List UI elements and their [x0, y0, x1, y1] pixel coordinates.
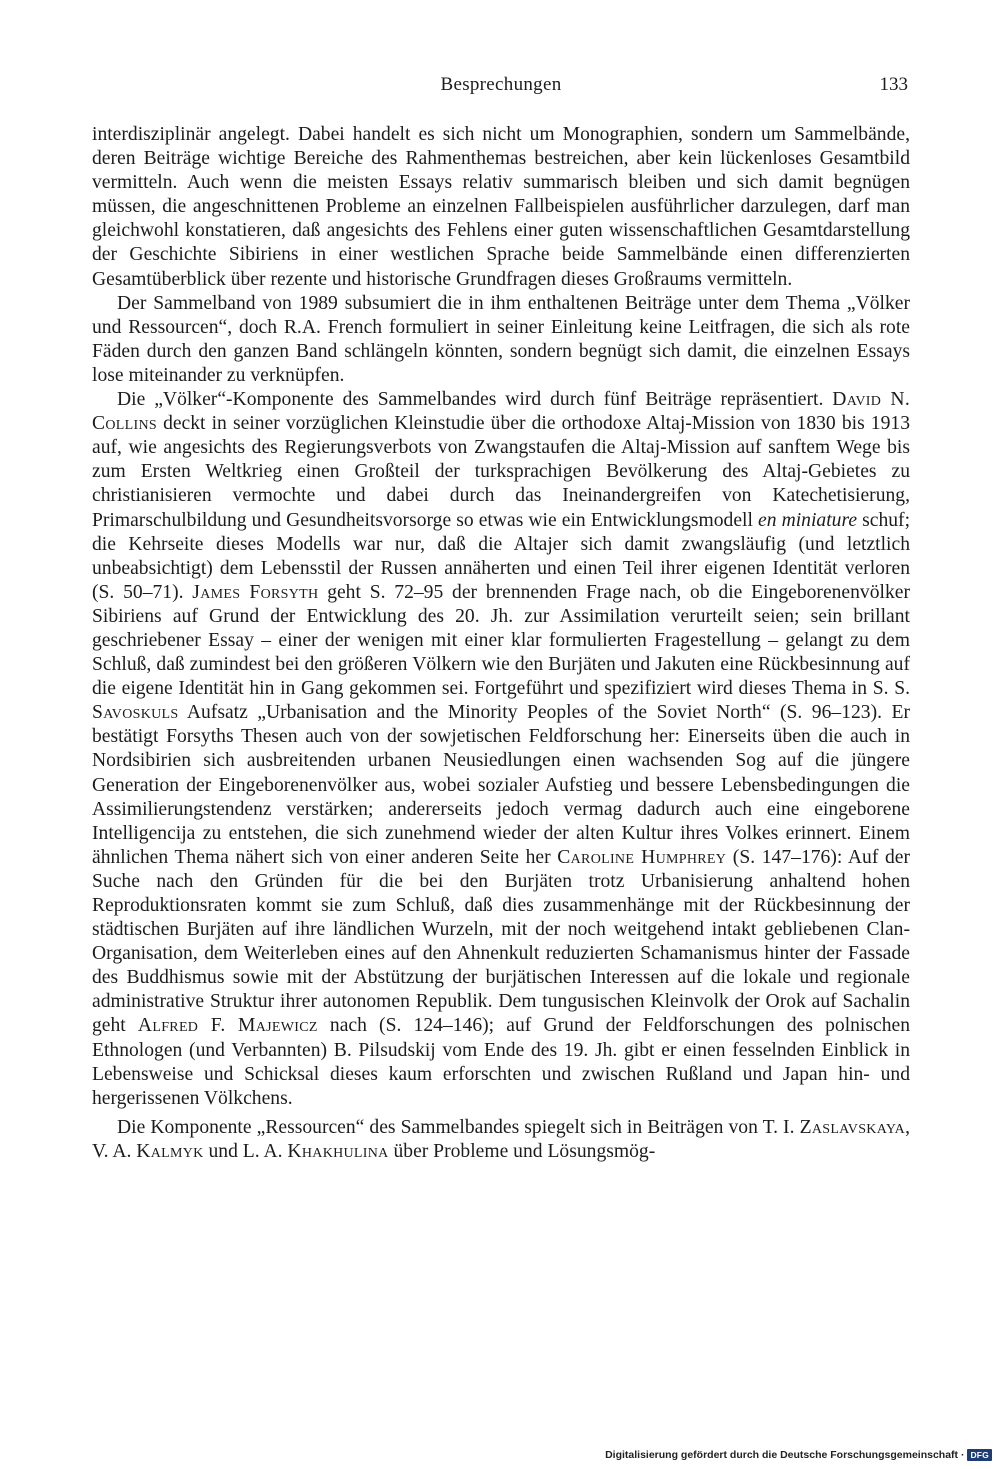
paragraph-text: , V. A. — [92, 1116, 910, 1162]
paragraph-text: Aufsatz „Urbanisation and the Minority Peoples of the Soviet North“ (S. 96–123). Er bestätigt Forsyths Thesen auch von der sowjetischen Feldforschung her: Einerseits üben die auch in Nordsibirien sich ausbreitenden urbanen Neusiedlungen einen wachsenden Sog auf die jüngere Generation der Eingeborenenvölker aus, wobei sozialer Aufstieg und bessere Lebensbedingungen die Assimilierungstendenz verstärken; andererseits jedoch vermag dadurch auch eine eingeborene Intelligencija zu entstehen, die sich zunehmend wieder der alten Kultur ihres Volkes erinnert. Einem ähnlichen Thema nähert sich von einer anderen Seite her — [92, 702, 910, 868]
paragraph-text: (S. 147–176): Auf der Suche nach den Gründen für die bei den Burjäten trotz Urbanisierung anhaltend hohen Reproduktionsraten kommt sie zum Schluß, daß dies zusammenhänge mit der Rückbesinnung der städtischen Burjäten auf ihre ländlichen Wurzeln, mit der noch weitgehend intakt gebliebenen Clan-Organisation, dem Weiterleben eines auf den Ahnenkult reduzierten Schamanismus hinter der Fassade des Buddhismus sowie mit der Abstützung der burjätischen Interessen auf die lokale und regionale administrative Struktur ihrer autonomen Republik. Dem tungusischen Kleinvolk der Orok auf Sachalin geht — [92, 846, 911, 1037]
paragraph-text: und L. A. — [208, 1140, 283, 1162]
author-name: James Forsyth — [192, 581, 319, 603]
author-name: Zaslavskaya — [799, 1116, 906, 1138]
paragraph-text: geht S. 72–95 der brennenden Frage nach, ob die Eingeborenenvölker Sibiriens auf Grund der Entwicklung des 20. Jh. zur Assimilation verurteilt seien; sein brillant geschriebener Essay – einer der wenigen mit einer klar formulierten Fragestellung – gelangt zu dem Schluß, daß zumindest bei den größeren Völkern wie den Burjäten und Jakuten eine Rückbesinnung auf die eigene Identität hin in Gang gekommen sei. Fortgeführt und spezifiziert wird dieses Thema in S. S. — [92, 581, 910, 700]
paragraph-text: Die „Völker“-Komponente des Sammelbandes wird durch fünf Beiträge repräsentiert. — [117, 389, 824, 411]
paragraph-text: schuf; die Kehrseite dieses Modells war nur, daß die Altajer sich damit zwangsläufig (und letztlich unbeabsichtigt) dem Lebensstil der Russen annäherten und einen Teil ihrer eigenen Identität verloren (S. 50–71). — [92, 509, 911, 603]
paragraph-1 — [92, 123, 910, 292]
paragraph-text: über Probleme und Lösungsmög- — [393, 1140, 656, 1162]
body-text — [92, 123, 910, 1164]
paragraph-3 — [92, 388, 910, 1111]
paragraph-4 — [92, 1116, 910, 1164]
paragraph-text: Der Sammelband von 1989 subsumiert die in ihm enthaltenen Beiträge unter dem Thema „Völker und Ressourcen“, doch R.A. French formuliert in seiner Einleitung keine Leitfragen, die sich als rote Fäden durch den ganzen Band schlängeln könnten, sondern begnügt sich damit, die einzelnen Essays lose miteinander zu verknüpfen. — [92, 292, 910, 386]
author-name: Caroline Humphrey — [557, 846, 727, 868]
running-title: Besprechungen — [440, 74, 562, 95]
digitization-footer — [605, 1449, 992, 1461]
author-name: Savoskuls — [92, 702, 179, 724]
author-name: Kalmyk — [136, 1140, 204, 1162]
author-name: Alfred F. Majewicz — [137, 1015, 318, 1037]
paragraph-text: deckt in seiner vorzüglichen Kleinstudie über die orthodoxe Altaj-Mission von 1830 bis 1913 auf, wie angesichts des Regierungsverbots von Zwangstaufen die Altaj-Mission auf sanftem Wege bis zum Ersten Weltkrieg einen Großteil der turksprachigen Bevölkerung des Altaj-Gebietes zu christianisieren vermochte und dabei durch das Ineinandergreifen von Katechetisierung, Primarschulbildung und Gesundheitsvorsorge so etwas wie ein Entwicklungsmodell — [92, 413, 910, 531]
paragraph-text: nach (S. 124–146); auf Grund der Feldforschungen des polnischen Ethnologen (und Verbannten) B. Pilsudskij vom Ende des 19. Jh. gibt er einen fesselnden Einblick in Lebensweise und Schicksal dieses kaum erforschten und zwischen Rußland und Japan hin- und hergerissenen Völkchens. — [92, 1015, 910, 1109]
italic-phrase: en miniature — [758, 509, 858, 531]
footer-text: Digitalisierung gefördert durch die Deutsche Forschungsgemeinschaft · — [605, 1449, 965, 1461]
author-name: David N. Collins — [92, 389, 911, 435]
paragraph-text: Die Komponente „Ressourcen“ des Sammelbandes spiegelt sich in Beiträgen von T. I. — [117, 1116, 795, 1138]
dfg-logo-icon: DFG — [967, 1449, 992, 1461]
running-head — [92, 74, 910, 100]
paragraph-2 — [92, 292, 910, 388]
author-name: Khakhulina — [287, 1140, 389, 1162]
paragraph-text: interdisziplinär angelegt. Dabei handelt es sich nicht um Monographien, sondern um Sammelbände, deren Beiträge wichtige Bereiche des Rahmenthemas bestreichen, aber kein lückenloses Gesamtbild vermitteln. Auch wenn die meisten Essays relativ summarisch bleiben und sich damit begnügen müssen, die angeschnittenen Probleme an einzelnen Fallbeispielen ausführlicher darzulegen, darf man gleichwohl konstatieren, daß angesichts des Fehlens einer guten wissenschaftlichen Gesamtdarstellung der Geschichte Sibiriens in einer westlichen Sprache beide Sammelbände einen differenzierten Gesamtüberblick über rezente und historische Grundfragen dieses Großraums vermitteln. — [92, 124, 910, 290]
page-number: 133 — [879, 74, 908, 95]
